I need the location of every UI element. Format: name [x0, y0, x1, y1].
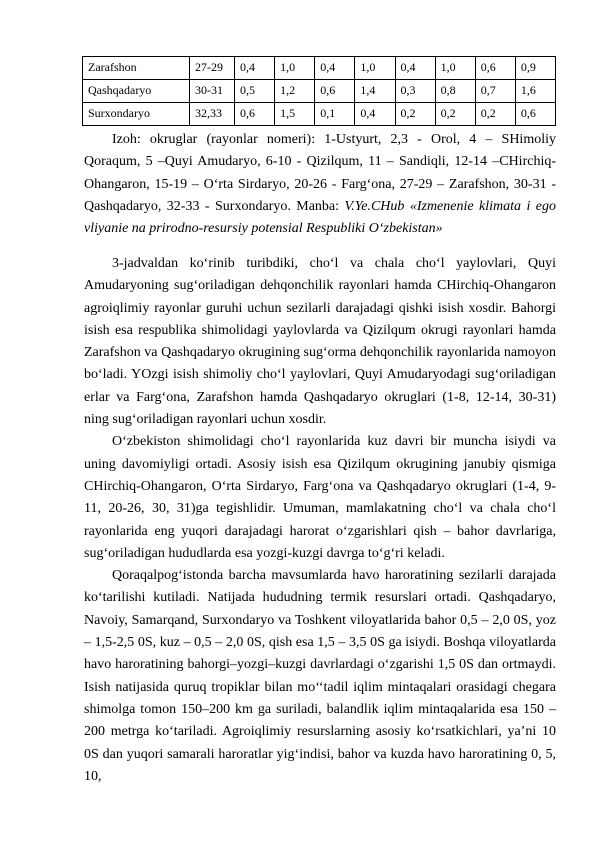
note-text: Izoh: okruglar (rayonlar nomeri): 1-Ustyurt, 2,3 - Orol, 4 – SHimoliy Qoraqum, 5 –Quyi Amudaryo, 6-10 - Qizilqum, 11 – Sandiqli, 12-14 –CHirchiq-Ohangaron, 15-19 – O‘rta Sirdaryo, 20-26 - Farg‘ona, 27-29 – Zarafshon, 30-31 - Qashqadaryo, 32-33 - Surxondaryo. Manba:: [84, 132, 556, 214]
table-cell: 1,2: [275, 80, 315, 103]
table-cell: 0,2: [435, 103, 475, 126]
table-cell: 0,1: [315, 103, 355, 126]
table-row: [83, 57, 556, 80]
paragraph: O‘zbekiston shimolidagi cho‘l rayonlarida kuz davri bir muncha isiydi va uning davomiyligi ortadi. Asosiy isish esa Qizilqum okrugining janubiy qismiga CHirchiq-Ohangaron, O‘rta Sirdaryo, Farg‘ona va Qashqadaryo okruglari (1-4, 9-11, 20-26, 30, 31)ga tegishlidir. Umuman, mamlakatning cho‘l va chala cho‘l rayonlarida eng yuqori darajadagi harorat o‘zgarishlari qish – bahor davrlariga, sug‘oriladigan hududlarda esa yozgi-kuzgi davrga to‘g‘ri keladi.: [84, 434, 556, 561]
table-note: [84, 129, 556, 240]
table-cell: 0,4: [355, 103, 395, 126]
table-cell: 27-29: [190, 57, 235, 80]
table-cell: 1,4: [355, 80, 395, 103]
table-row: [83, 103, 556, 126]
table-row: [83, 80, 556, 103]
table-cell: 1,0: [275, 57, 315, 80]
table-cell: 0,7: [475, 80, 515, 103]
table-cell: 1,0: [435, 57, 475, 80]
table-cell: 0,8: [435, 80, 475, 103]
table-cell: Zarafshon: [83, 57, 190, 80]
note-source: V.Ye.CHub «Izmenenie klimata i ego vliyanie na prirodno-resursiy potensial Respubliki O‘zbekistan»: [84, 198, 557, 237]
table-cell: 32,33: [190, 103, 235, 126]
table-cell: 0,4: [315, 57, 355, 80]
body-text: [84, 253, 556, 788]
table-cell: Qashqadaryo: [83, 80, 190, 103]
table-cell: 0,6: [315, 80, 355, 103]
table-cell: Surxondaryo: [83, 103, 190, 126]
table-cell: 0,6: [515, 103, 555, 126]
table-cell: 0,3: [395, 80, 435, 103]
table-cell: 0,5: [235, 80, 275, 103]
table-cell: 30-31: [190, 80, 235, 103]
table-cell: 0,2: [475, 103, 515, 126]
table-cell: 1,0: [355, 57, 395, 80]
table-cell: 0,9: [515, 57, 555, 80]
table-cell: 1,6: [515, 80, 555, 103]
table-cell: 0,4: [235, 57, 275, 80]
paragraph: Qoraqalpog‘istonda barcha mavsumlarda havo haroratining sezilarli darajada ko‘tarilishi kutiladi. Natijada hududning termik resurslari ortadi. Qashqadaryo, Navoiy, Samarqand, Surxondaryo va Toshkent viloyatlarida bahor 0,5 – 2,0 0S, yoz – 1,5-2,5 0S, kuz – 0,5 – 2,0 0S, qish esa 1,5 – 3,5 0S ga isiydi. Boshqa viloyatlarda havo haroratining bahorgi–yozgi–kuzgi davrlardagi o‘zgarishi 1,5 0S dan ortmaydi. Isish natijasida quruq tropiklar bilan mo‘‘tadil iqlim mintaqalari orasidagi chegara shimolga tomon 150–200 km ga suriladi, balandlik iqlim mintaqalarida esa 150 – 200 metrga ko‘tariladi. Agroiqlimiy resurslarning asosiy ko‘rsatkichlari, ya’ni 10 0S dan yuqori samarali haroratlar yig‘indisi, bahor va kuzda havo haroratining 0, 5, 10,: [84, 568, 556, 784]
note-paragraph: [84, 129, 556, 240]
table-cell: 0,6: [475, 57, 515, 80]
table-cell: 1,5: [275, 103, 315, 126]
table-cell: 0,6: [235, 103, 275, 126]
climate-change-table: [82, 56, 556, 126]
paragraph: 3-jadvaldan ko‘rinib turibdiki, cho‘l va chala cho‘l yaylovlari, Quyi Amudaryoning sug‘oriladigan dehqonchilik rayonlari hamda CHirchiq-Ohangaron agroiqlimiy rayonlar guruhi uchun sezilarli darajadagi qishki isish xosdir. Bahorgi isish esa respublika shimolidagi yaylovlarda va Qizilqum okrugi rayonlari hamda Zarafshon va Qashqadaryo okrugining sug‘orma dehqonchilik rayonlarida namoyon bo‘ladi. YOzgi isish shimoliy cho‘l yaylovlari, Quyi Amudaryodagi sug‘oriladigan erlar va Farg‘ona, Zarafshon hamda Qashqadaryo okruglari (1-8, 12-14, 30-31) ning sug‘oriladigan rayonlari uchun xosdir.: [84, 256, 556, 428]
table-cell: 0,2: [395, 103, 435, 126]
table-cell: 0,4: [395, 57, 435, 80]
